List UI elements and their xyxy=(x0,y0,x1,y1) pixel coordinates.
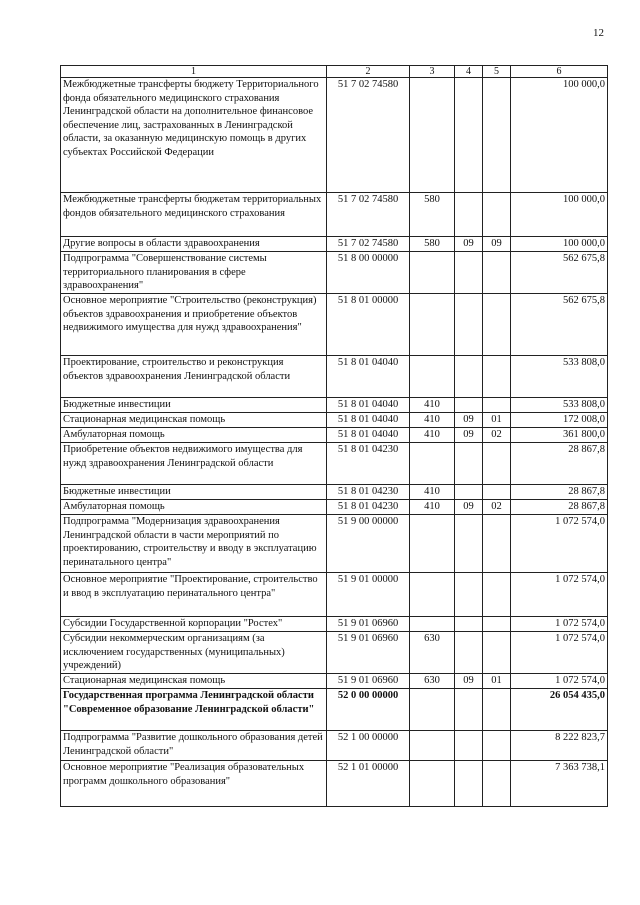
table-row xyxy=(61,573,608,617)
section-code: 09 xyxy=(455,674,483,689)
target-code: 51 7 02 74580 xyxy=(327,193,410,237)
expense-type: 630 xyxy=(410,632,455,674)
amount: 1 072 574,0 xyxy=(511,515,608,573)
target-code: 51 9 01 06960 xyxy=(327,674,410,689)
item-name: Межбюджетные трансферты бюджетам территориальных фондов обязательного медицинского страхования xyxy=(61,193,327,237)
table-row xyxy=(61,443,608,485)
section-code: 09 xyxy=(455,428,483,443)
expense-type: 410 xyxy=(410,500,455,515)
amount: 562 675,8 xyxy=(511,252,608,294)
amount: 172 008,0 xyxy=(511,413,608,428)
column-number-header xyxy=(61,66,608,78)
item-name: Основное мероприятие "Проектирование, строительство и ввод в эксплуатацию перинатального центра" xyxy=(61,573,327,617)
page-number: 12 xyxy=(593,27,604,39)
item-name: Субсидии Государственной корпорации "Ростех" xyxy=(61,617,327,632)
table-row xyxy=(61,632,608,674)
column-header: 6 xyxy=(511,66,608,78)
subsection-code xyxy=(483,617,511,632)
target-code: 51 8 01 00000 xyxy=(327,294,410,356)
item-name: Стационарная медицинская помощь xyxy=(61,413,327,428)
expense-type xyxy=(410,294,455,356)
subsection-code xyxy=(483,731,511,761)
table-row xyxy=(61,761,608,807)
expense-type xyxy=(410,731,455,761)
expense-type xyxy=(410,761,455,807)
subsection-code xyxy=(483,356,511,398)
amount: 8 222 823,7 xyxy=(511,731,608,761)
column-header: 4 xyxy=(455,66,483,78)
section-code xyxy=(455,485,483,500)
table-row xyxy=(61,428,608,443)
expense-type xyxy=(410,515,455,573)
subsection-code xyxy=(483,78,511,193)
section-code xyxy=(455,689,483,731)
section-code xyxy=(455,398,483,413)
amount: 1 072 574,0 xyxy=(511,573,608,617)
item-name: Приобретение объектов недвижимого имущества для нужд здравоохранения Ленинградской области xyxy=(61,443,327,485)
section-code xyxy=(455,356,483,398)
target-code: 51 8 01 04230 xyxy=(327,500,410,515)
subsection-code: 09 xyxy=(483,237,511,252)
subsection-code: 02 xyxy=(483,428,511,443)
target-code: 51 8 01 04040 xyxy=(327,428,410,443)
section-code xyxy=(455,294,483,356)
item-name: Подпрограмма "Развитие дошкольного образования детей Ленинградской области" xyxy=(61,731,327,761)
expense-type: 410 xyxy=(410,428,455,443)
item-name: Государственная программа Ленинградской области "Современное образование Ленинградской области" xyxy=(61,689,327,731)
budget-table xyxy=(60,65,608,807)
expense-type xyxy=(410,252,455,294)
item-name: Бюджетные инвестиции xyxy=(61,485,327,500)
item-name: Основное мероприятие "Строительство (реконструкция) объектов здравоохранения и приобретение объектов недвижимого имущества для нужд здравоохранения" xyxy=(61,294,327,356)
table-row xyxy=(61,193,608,237)
amount: 100 000,0 xyxy=(511,193,608,237)
amount: 533 808,0 xyxy=(511,356,608,398)
table-row xyxy=(61,413,608,428)
expense-type xyxy=(410,356,455,398)
table-row xyxy=(61,617,608,632)
target-code: 51 9 01 06960 xyxy=(327,617,410,632)
target-code: 52 0 00 00000 xyxy=(327,689,410,731)
amount: 28 867,8 xyxy=(511,500,608,515)
subsection-code xyxy=(483,632,511,674)
amount: 533 808,0 xyxy=(511,398,608,413)
subsection-code xyxy=(483,398,511,413)
amount: 1 072 574,0 xyxy=(511,632,608,674)
column-header: 2 xyxy=(327,66,410,78)
table-row xyxy=(61,237,608,252)
subsection-code xyxy=(483,443,511,485)
section-code xyxy=(455,573,483,617)
table-row xyxy=(61,731,608,761)
table-row xyxy=(61,689,608,731)
amount: 28 867,8 xyxy=(511,443,608,485)
table-row xyxy=(61,294,608,356)
expense-type xyxy=(410,443,455,485)
target-code: 51 8 00 00000 xyxy=(327,252,410,294)
expense-type: 410 xyxy=(410,398,455,413)
target-code: 51 8 01 04040 xyxy=(327,356,410,398)
table-row xyxy=(61,356,608,398)
column-header: 1 xyxy=(61,66,327,78)
table-row xyxy=(61,500,608,515)
table-row xyxy=(61,78,608,193)
subsection-code xyxy=(483,573,511,617)
expense-type xyxy=(410,689,455,731)
subsection-code xyxy=(483,252,511,294)
table-row xyxy=(61,252,608,294)
expense-type: 630 xyxy=(410,674,455,689)
item-name: Амбулаторная помощь xyxy=(61,500,327,515)
amount: 562 675,8 xyxy=(511,294,608,356)
amount: 26 054 435,0 xyxy=(511,689,608,731)
amount: 7 363 738,1 xyxy=(511,761,608,807)
item-name: Межбюджетные трансферты бюджету Территориального фонда обязательного медицинского страхования Ленинградской области на дополнительное финансовое обеспечение лиц, застрахованных в Ленинградской области, за оказанную медицинскую помощь в других субъектах Российской Федерации xyxy=(61,78,327,193)
item-name: Бюджетные инвестиции xyxy=(61,398,327,413)
section-code: 09 xyxy=(455,413,483,428)
amount: 1 072 574,0 xyxy=(511,617,608,632)
table-row xyxy=(61,485,608,500)
expense-type xyxy=(410,78,455,193)
subsection-code: 01 xyxy=(483,413,511,428)
item-name: Амбулаторная помощь xyxy=(61,428,327,443)
table-row xyxy=(61,398,608,413)
target-code: 51 9 01 00000 xyxy=(327,573,410,617)
expense-type xyxy=(410,617,455,632)
target-code: 52 1 01 00000 xyxy=(327,761,410,807)
subsection-code xyxy=(483,294,511,356)
table-row xyxy=(61,515,608,573)
amount: 361 800,0 xyxy=(511,428,608,443)
subsection-code xyxy=(483,485,511,500)
target-code: 51 8 01 04230 xyxy=(327,443,410,485)
item-name: Основное мероприятие "Реализация образовательных программ дошкольного образования" xyxy=(61,761,327,807)
target-code: 51 7 02 74580 xyxy=(327,78,410,193)
section-code xyxy=(455,193,483,237)
expense-type: 580 xyxy=(410,237,455,252)
section-code xyxy=(455,443,483,485)
section-code xyxy=(455,632,483,674)
target-code: 51 8 01 04040 xyxy=(327,398,410,413)
section-code xyxy=(455,761,483,807)
target-code: 51 8 01 04040 xyxy=(327,413,410,428)
expense-type xyxy=(410,573,455,617)
item-name: Проектирование, строительство и реконструкция объектов здравоохранения Ленинградской области xyxy=(61,356,327,398)
section-code xyxy=(455,515,483,573)
target-code: 51 7 02 74580 xyxy=(327,237,410,252)
subsection-code: 01 xyxy=(483,674,511,689)
item-name: Подпрограмма "Совершенствование системы территориального планирования в сфере здравоохранения" xyxy=(61,252,327,294)
section-code xyxy=(455,252,483,294)
section-code xyxy=(455,78,483,193)
expense-type: 580 xyxy=(410,193,455,237)
target-code: 51 9 01 06960 xyxy=(327,632,410,674)
expense-type: 410 xyxy=(410,413,455,428)
column-header: 5 xyxy=(483,66,511,78)
table-row xyxy=(61,674,608,689)
subsection-code: 02 xyxy=(483,500,511,515)
target-code: 52 1 00 00000 xyxy=(327,731,410,761)
subsection-code xyxy=(483,515,511,573)
section-code: 09 xyxy=(455,237,483,252)
target-code: 51 9 00 00000 xyxy=(327,515,410,573)
amount: 100 000,0 xyxy=(511,78,608,193)
subsection-code xyxy=(483,689,511,731)
item-name: Подпрограмма "Модернизация здравоохранения Ленинградской области в части мероприятий по проектированию, строительству и вводу в эксплуатацию перинатального центра" xyxy=(61,515,327,573)
amount: 1 072 574,0 xyxy=(511,674,608,689)
subsection-code xyxy=(483,193,511,237)
amount: 28 867,8 xyxy=(511,485,608,500)
item-name: Субсидии некоммерческим организациям (за исключением государственных (муниципальных) учреждений) xyxy=(61,632,327,674)
column-header: 3 xyxy=(410,66,455,78)
section-code xyxy=(455,617,483,632)
section-code xyxy=(455,731,483,761)
expense-type: 410 xyxy=(410,485,455,500)
subsection-code xyxy=(483,761,511,807)
item-name: Другие вопросы в области здравоохранения xyxy=(61,237,327,252)
target-code: 51 8 01 04230 xyxy=(327,485,410,500)
item-name: Стационарная медицинская помощь xyxy=(61,674,327,689)
section-code: 09 xyxy=(455,500,483,515)
amount: 100 000,0 xyxy=(511,237,608,252)
